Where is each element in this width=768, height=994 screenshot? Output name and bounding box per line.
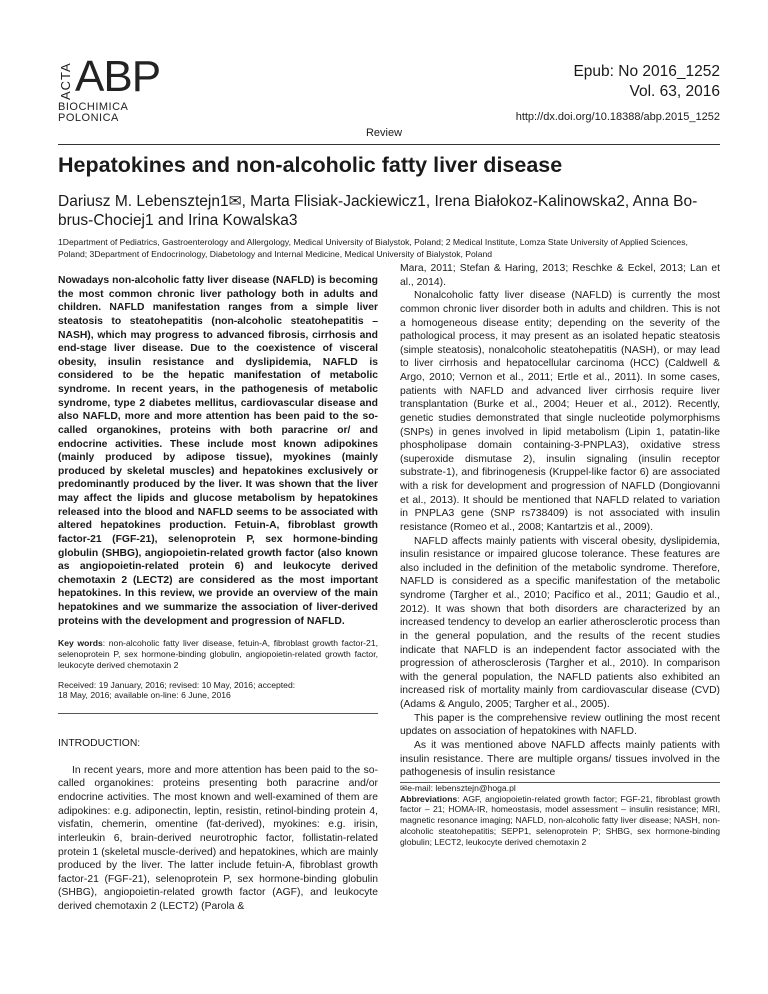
author-list: Dariusz M. Lebensztejn1✉, Marta Flisiak-Jackiewicz1, Irena Białokoz-Kalinowska2, Anna Bo-brus-Chociej1 and Irina Kowalska3 <box>58 193 698 229</box>
paragraph: As it was mentioned above NAFLD affects mainly patients with insulin resistance. There are multiple organs/ tissues involved in the pathogenesis of insulin resistance <box>400 739 720 779</box>
epub-number: Epub: No 2016_1252 <box>573 63 720 80</box>
paragraph: Mara, 2011; Stefan & Haring, 2013; Reschke & Eckel, 2013; Lan et al., 2014). <box>400 263 720 288</box>
abbreviations-footnote: Abbreviations: AGF, angiopoietin-related growth factor; FGF-21, fibroblast growth factor – 21; HOMA-IR, homeostasis, model assessment – insulin resistance; MRI, magnetic resonance imaging; NAFLD, non-alcoholic fatty liver disease; NASH, non-alcoholic steatohepatitis; SEPP1, selenoprotein P; SHBG, sex hormone-binding globulin; LECT2, leukocyte derived chemotaxin 2 <box>400 793 720 847</box>
article-dates: Received: 19 January, 2016; revised: 10 May, 2016; accepted: 18 May, 2016; available on-line: 6 June, 2016 <box>58 679 296 701</box>
article-title: Hepatokines and non-alcoholic fatty liver disease <box>58 153 563 177</box>
doi-link[interactable]: http://dx.doi.org/10.18388/abp.2015_1252 <box>515 111 720 123</box>
email-footnote[interactable]: ✉e-mail: lebensztejn@hoga.pl <box>400 782 516 793</box>
keywords: Key words: non-alcoholic fatty liver disease, fetuin-A, fibroblast growth factor-21, selenoprotein P, sex hormone-binding globulin, angiopoietin-related growth factor, leukocyte derived chemotaxin 2 <box>58 638 378 670</box>
logo-abp: ABP <box>75 52 161 101</box>
issue-info <box>516 62 720 126</box>
section-heading-introduction: INTRODUCTION: <box>58 738 141 750</box>
logo-acta-vertical: ACTA <box>58 62 73 100</box>
divider <box>58 713 378 714</box>
section-label: Review <box>365 127 403 139</box>
logo-subtitle: BIOCHIMICA POLONICA <box>58 101 129 124</box>
volume: Vol. 63, 2016 <box>629 83 720 100</box>
right-column <box>400 262 720 848</box>
paragraph: This paper is the comprehensive review outlining the most recent updates on association of hepatokines with NAFLD. <box>400 712 720 738</box>
header-rule <box>58 144 720 145</box>
left-column <box>58 274 378 914</box>
affiliations: 1Department of Pediatrics, Gastroenterology and Allergology, Medical University of Bialystok, Poland; 2 Medical Institute, Lomza State University of Applied Sciences, Poland; 3Department of Endocrinology, Diabetology and Internal Medicine, Medical University of Bialystok, Poland <box>58 237 688 259</box>
abstract: Nowadays non-alcoholic fatty liver disease (NAFLD) is becoming the most common chronic liver pathology both in adults and children. NAFLD manifestation ranges from a simple liver steatosis to steatohepatitis (non-alcoholic steatohepatitis – NASH), which may progress to advanced fibrosis, cirrhosis and end-stage liver disease. Due to the coexistence of visceral obesity, insulin resistance and dyslipidemia, NAFLD is considered to be the hepatic manifestation of metabolic syndrome. In recent years, in the pathogenesis of metabolic syndrome, type 2 diabetes mellitus, cardiovascular disease and also NAFLD, more and more attention has been paid to the so-called organokines, proteins with both paracrine or/ and endocrine activities. These include most known adipokines (mainly produced by adipose tissue), myokines (mainly produced by skeletal muscles) and hepatokines exclusively or predominantly produced by the liver. It was shown that the liver may affect the lipids and glucose metabolism by hepatokines released into the blood and NAFLD seems to be associated with altered hepatokines production. Fetuin-A, fibroblast growth factor-21 (FGF-21), selenoprotein P, sex hormone-binding globulin (SHBG), angiopoietin-related growth factor (also known as angiopoietin-related protein 6) and leukocyte derived chemotaxin 2 (LECT2) are considered as the most important hepatokines. In this review, we provide an overview of the main hepatokines and we summarize the association of liver-derived proteins with the development and progression of NAFLD. <box>58 275 378 627</box>
paragraph: NAFLD affects mainly patients with visceral obesity, dyslipidemia, insulin resistance or impaired glucose tolerance. These features are also included in the definition of the metabolic syndrome. Therefore, NAFLD is considered as a specific manifestation of the metabolic syndrome (Targher et al., 2010; Pacifico et al., 2011; Gaudio et al., 2012). It was shown that both disorders are characterized by an increased tendency to develop an earlier atherosclerotic process than in the general population, and the results of the recent studies indicate that NAFLD is an independent factor associated with the progression of atherosclerosis (Targher et al., 2010). In comparison with the general population, the NAFLD patients also exhibited an increased risk of mortality mainly from cardiovascular disease (CVD) (Adams & Angulo, 2005; Targher et al., 2005). <box>400 535 720 710</box>
paragraph: Nonalcoholic fatty liver disease (NAFLD) is currently the most common chronic liver disorder both in adults and children. This is not a homogeneous disease entity; depending on the severity of the pathological process, it may present as an isolated hepatic steatosis (simple steatosis), nonalcoholic steatohepatitis (NASH), or may lead to liver cirrhosis and hepatocellular carcinoma (HCC) (Caldwell & Argo, 2010; Vernon et al., 2011; Ertle et al., 2011). In some cases, patients with NAFLD and advanced liver cirrhosis require liver transplantation (Burke et al., 2004; Heuer et al., 2012). Recently, genetic studies demonstrated that single nucleotide polymorphisms (SNPs) in genes involved in lipid metabolism (Lipin 1, patatin-like phospholipase domain containing-3-PNPLA3), oxidative stress (superoxide dismutase 2), insulin signaling (insulin receptor substrate-1), and fibrinogenesis (Kruppel-like factor 6) are associated with a risk for development and progression of NAFLD (Dongiovanni et al., 2013). It should be mentioned that NAFLD related to variation in PNPLA3 gene (SNP rs738409) is not associated with insulin resistance (Romeo et al., 2008; Kantartzis et al., 2009). <box>400 290 720 533</box>
paragraph: In recent years, more and more attention has been paid to the so-called organokines: proteins presenting both paracrine and/or endocrine activities. The most known and well-examined of them are adipokines: e.g. adiponectin, leptin, resistin, retinol-binding protein 4, visfatin, chemerin, omentine (fat-derived), myokines: e.g. irisin, interleukin 6, brain-derived neurotrophic factor, follistatin-related protein 1 (skeletal muscle-derived) and hepatokines, which are mainly produced by the liver. The latter include fetuin-A, fibroblast growth factor-21 (FGF-21), selenoprotein P, sex hormone-binding globulin (SHBG), angiopoietin-related growth factor (AGF), and leukocyte derived chemotaxin 2 (LECT2) (Parola & <box>58 764 378 913</box>
journal-logo <box>58 52 208 124</box>
